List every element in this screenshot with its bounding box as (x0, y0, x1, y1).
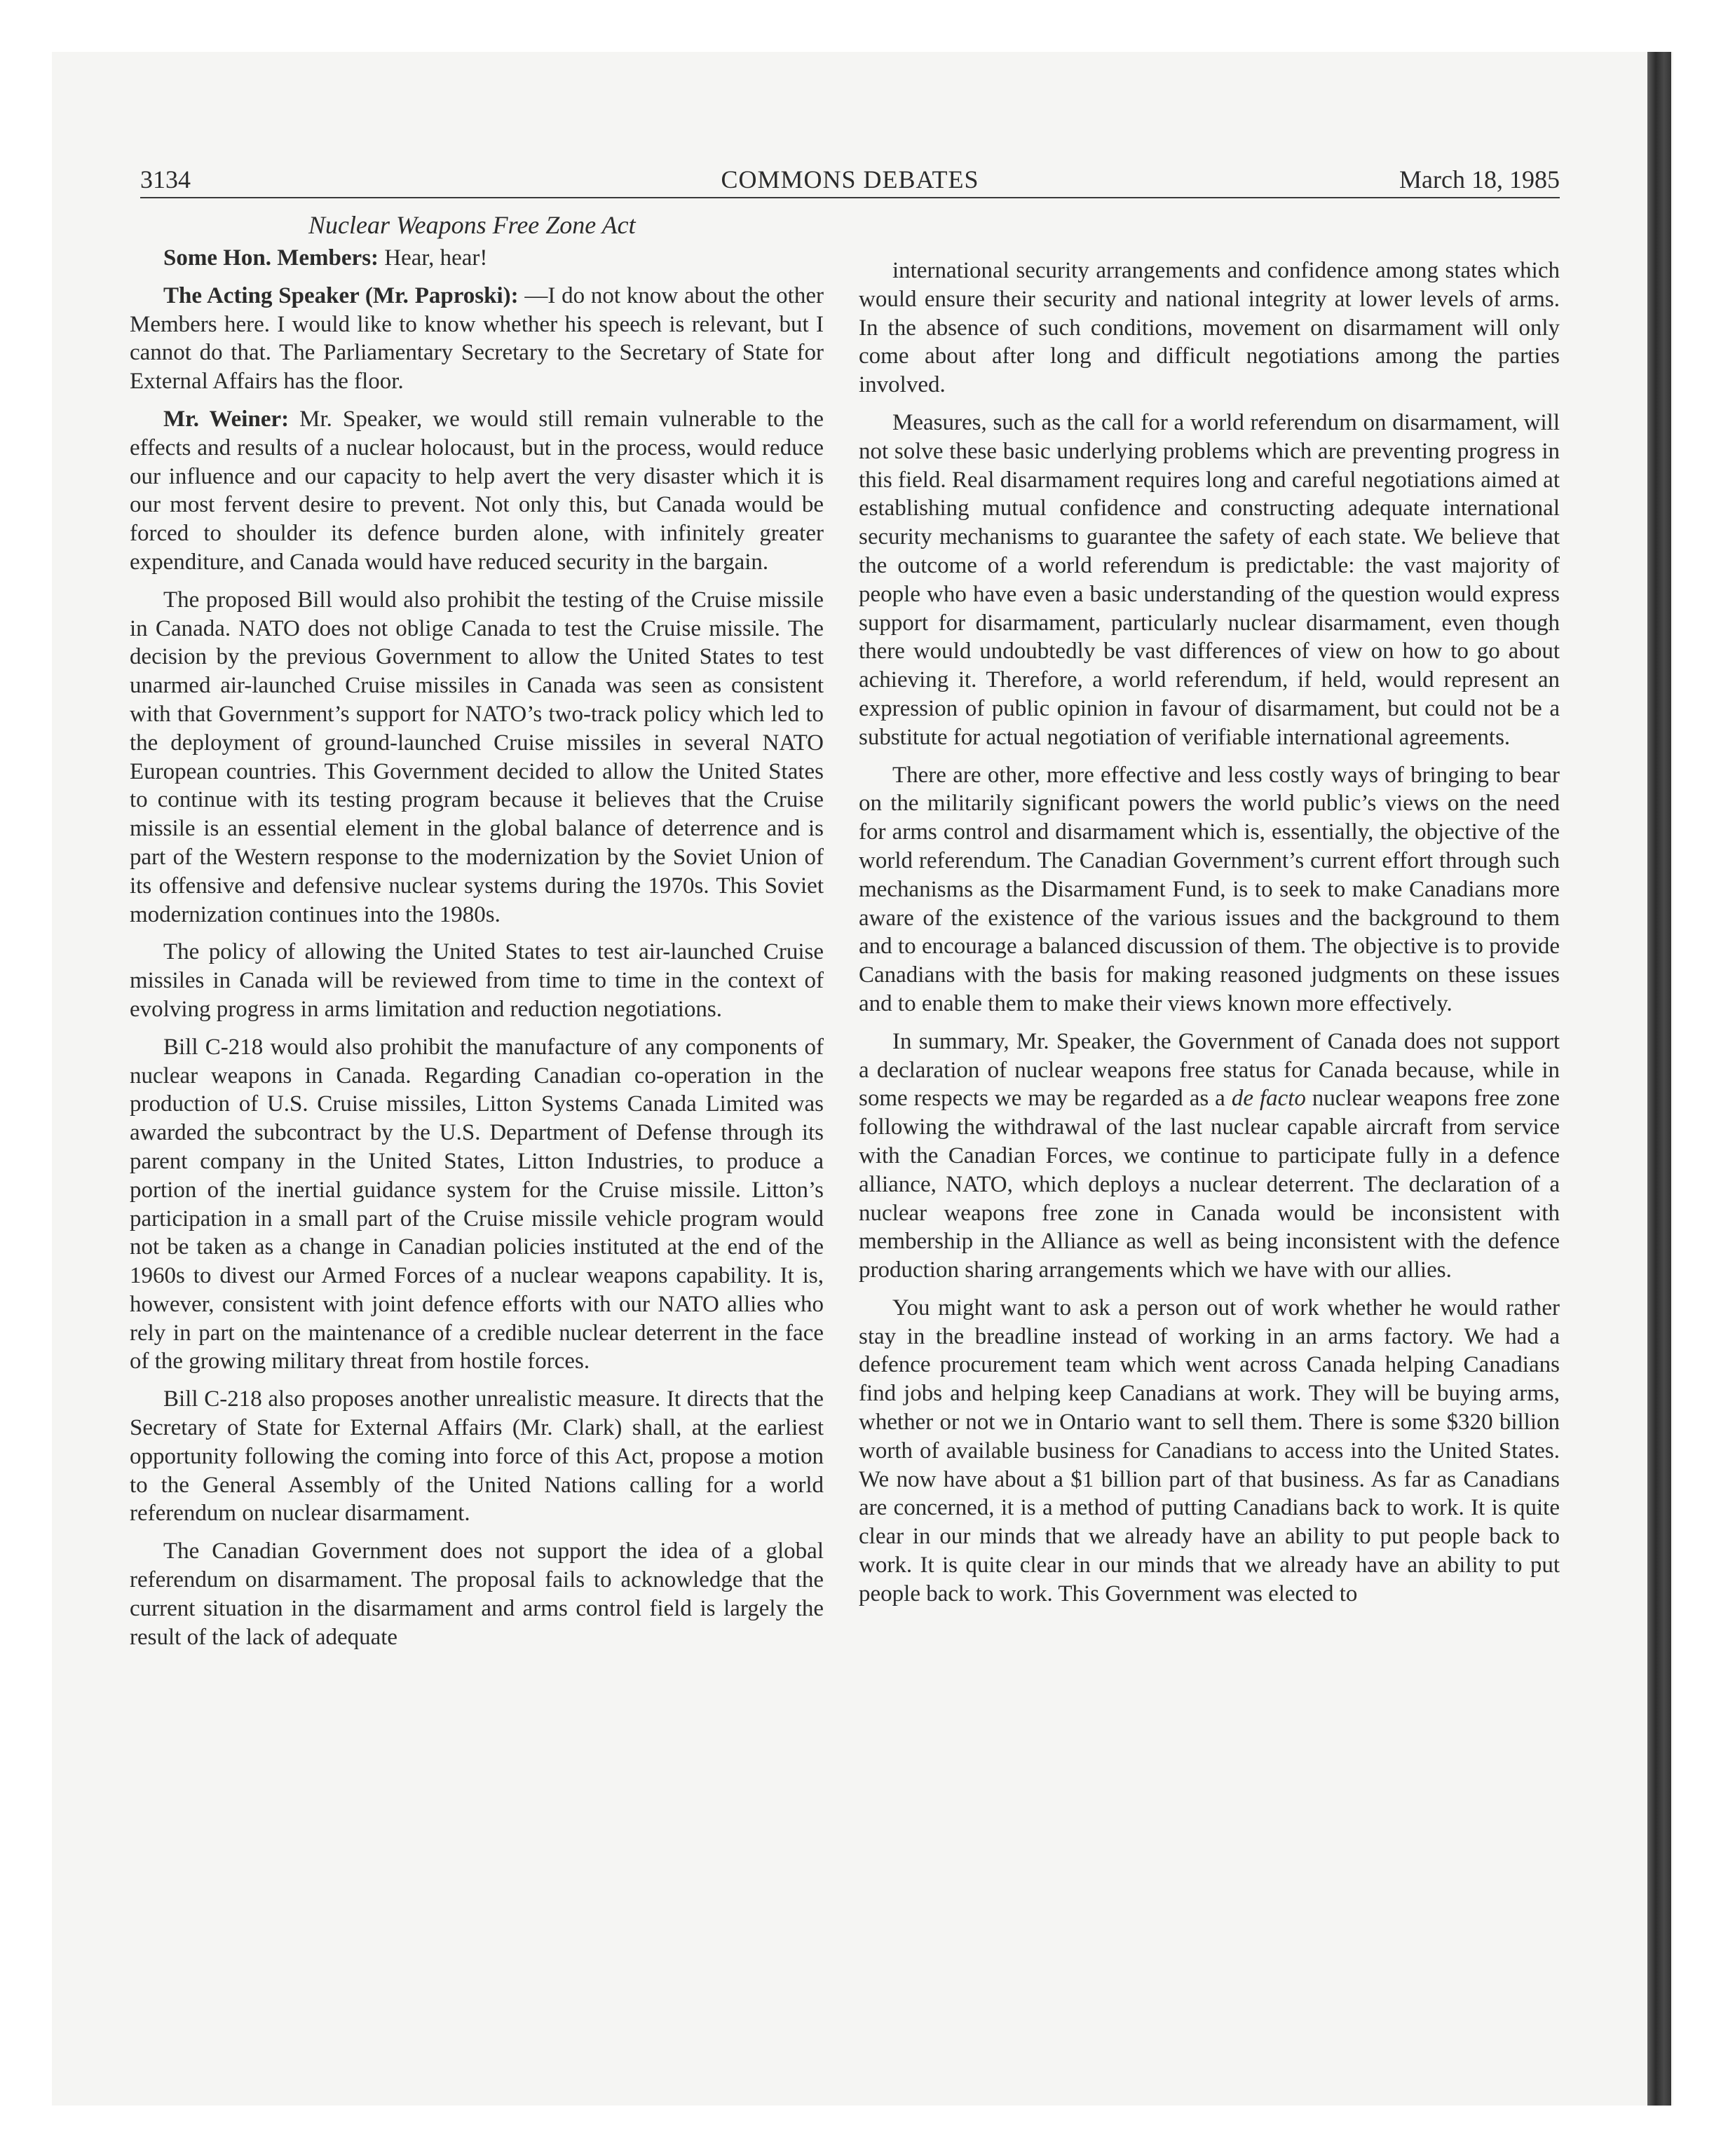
paragraph-text: Mr. Speaker, we would still remain vulnerable to the effects and results of a nuclear holocaust, but in the process, would reduce our influence and our capacity to help avert the very disaster which it is our most fervent desire to prevent. Not only this, but Canada would be forced to shoulder its defence burden alone, with infinitely greater expenditure, and Canada would have reduced security in the bargain. (130, 406, 824, 575)
speaker-name: The Acting Speaker (Mr. Paproski): (163, 282, 519, 308)
right-column (859, 257, 1560, 1618)
paragraph: international security arrangements and confidence among states which would ensure their security and national integrity at lower levels of arms. In the absence of such conditions, movement on disarmament will only come about after long and difficult negotiations among the parties involved. (859, 258, 1560, 398)
scan-shadow-edge (1647, 52, 1671, 2106)
paragraph-text: Hear, hear! (379, 245, 488, 271)
paragraph: Bill C-218 would also prohibit the manufacture of any components of nuclear weapons in Canada. Regarding Canadian co-operation in the production of U.S. Cruise missiles, Litton Systems Canada Limited was awarded the subcontract by the U.S. Department of Defense through its parent company in the United States, Litton Industries, to produce a portion of the inertial guidance system for the Cruise missile. Litton’s participation in a small part of the Cruise missile vehicle program would not be taken as a change in Canadian policies instituted at the end of the 1960s to divest our Armed Forces of a nuclear weapons capability. It is, however, consistent with joint defence efforts with our NATO allies who rely in part on the maintenance of a credible nuclear deterrent in the face of the growing military threat from hostile forces. (130, 1034, 824, 1374)
header-rule (140, 197, 1560, 198)
paragraph: The proposed Bill would also prohibit the testing of the Cruise missile in Canada. NATO does not oblige Canada to test the Cruise missile. The decision by the previous Government to allow the United States to test unarmed air-launched Cruise missiles in Canada was seen as consistent with that Government’s support for NATO’s two-track policy which led to the deployment of ground-launched Cruise missiles in several NATO European countries. This Government decided to allow the United States to continue with its testing program because it believes that the Cruise missile is an essential element in the global balance of deterrence and is part of the Western response to the modernization by the Soviet Union of its offensive and defensive nuclear systems during the 1970s. This Soviet modernization continues into the 1980s. (130, 587, 824, 927)
paragraph (859, 1028, 1560, 1285)
paragraph-text: nuclear weapons free zone following the withdrawal of the last nuclear capable aircraft from service with the Canadian Forces, we continue to participate fully in a defence alliance, NATO, which deploys a nuclear deterrent. The declaration of a nuclear weapons free zone in Canada would be inconsistent with membership in the Alliance as well as being inconsistent with the defence production sharing arrangements which we have with our allies. (859, 1086, 1560, 1283)
paragraph: Measures, such as the call for a world referendum on disarmament, will not solve these basic underlying problems which are preventing progress in this field. Real disarmament requires long and careful negotiations aimed at establishing mutual confidence and constructing adequate international security mechanisms to guarantee the safety of each state. We believe that the outcome of a world referendum is predictable: the vast majority of people who have even a basic understanding of the question would express support for disarmament, particularly nuclear disarmament, even though there would undoubtedly be vast differences of view on how to go about achieving it. Therefore, a world referendum, if held, would represent an expression of public opinion in favour of disarmament, but could not be a substitute for actual negotiation of verifiable international agreements. (859, 409, 1560, 750)
paragraph-text: In summary, Mr. Speaker, the Government of Canada does not support a declaration of nuclear weapons free status for Canada because, while in some respects we may be regarded as a (859, 1028, 1560, 1112)
paragraph: The Canadian Government does not support the idea of a global referendum on disarmament. The proposal fails to acknowledge that the current situation in the disarmament and arms control field is largely the result of the lack of adequate (130, 1538, 824, 1650)
publication-title: COMMONS DEBATES (721, 165, 979, 193)
left-column (130, 244, 824, 1660)
paragraph: You might want to ask a person out of work whether he would rather stay in the breadline instead of working in an arms factory. We had a defence procurement team which went across Canada helping Canadians find jobs and helping keep Canadians at work. They will be buying arms, whether or not we in Ontario want to sell them. There is some $320 billion worth of available business for Canadians to access into the United States. We now have about a $1 billion part of that business. As far as Canadians are concerned, it is a method of putting Canadians back to work. It is quite clear in our minds that we already have an ability to put people back to work. It is quite clear in our minds that we already have an ability to put people back to work. This Government was elected to (859, 1295, 1560, 1606)
paragraph (130, 282, 824, 396)
paragraph (130, 405, 824, 577)
paragraph: There are other, more effective and less costly ways of bringing to bear on the militarily significant powers the world public’s views on the need for arms control and disarmament which is, essentially, the objective of the world referendum. The Canadian Government’s current effort through such mechanisms as the Disarmament Fund, is to seek to make Canadians more aware of the existence of the various issues and the background to them and to encourage a balanced discussion of them. The objective is to provide Canadians with the basis for making reasoned judgments on these issues and to enable them to make their views known more effectively. (859, 762, 1560, 1016)
paragraph (130, 244, 824, 273)
paragraph-text: —I do not know about the other Members here. I would like to know whether his speech is relevant, but I cannot do that. The Parliamentary Secretary to the Secretary of State for External Affairs has the floor. (130, 282, 824, 395)
publication-date: March 18, 1985 (1399, 165, 1560, 193)
running-head: Nuclear Weapons Free Zone Act (308, 211, 636, 239)
speaker-name: Some Hon. Members: (163, 245, 379, 271)
speaker-name: Mr. Weiner: (163, 406, 290, 432)
paragraph: Bill C-218 also proposes another unrealistic measure. It directs that the Secretary of State for External Affairs (Mr. Clark) shall, at the earliest opportunity following the coming into force of this Act, propose a motion to the General Assembly of the United Nations calling for a world referendum on nuclear disarmament. (130, 1386, 824, 1527)
italic-phrase: de facto (1231, 1086, 1306, 1112)
paragraph: The policy of allowing the United States to test air-launched Cruise missiles in Canada will be reviewed from time to time in the context of evolving progress in arms limitation and reduction negotiations. (130, 939, 824, 1022)
page-number: 3134 (140, 165, 191, 193)
page-header (140, 158, 1560, 200)
